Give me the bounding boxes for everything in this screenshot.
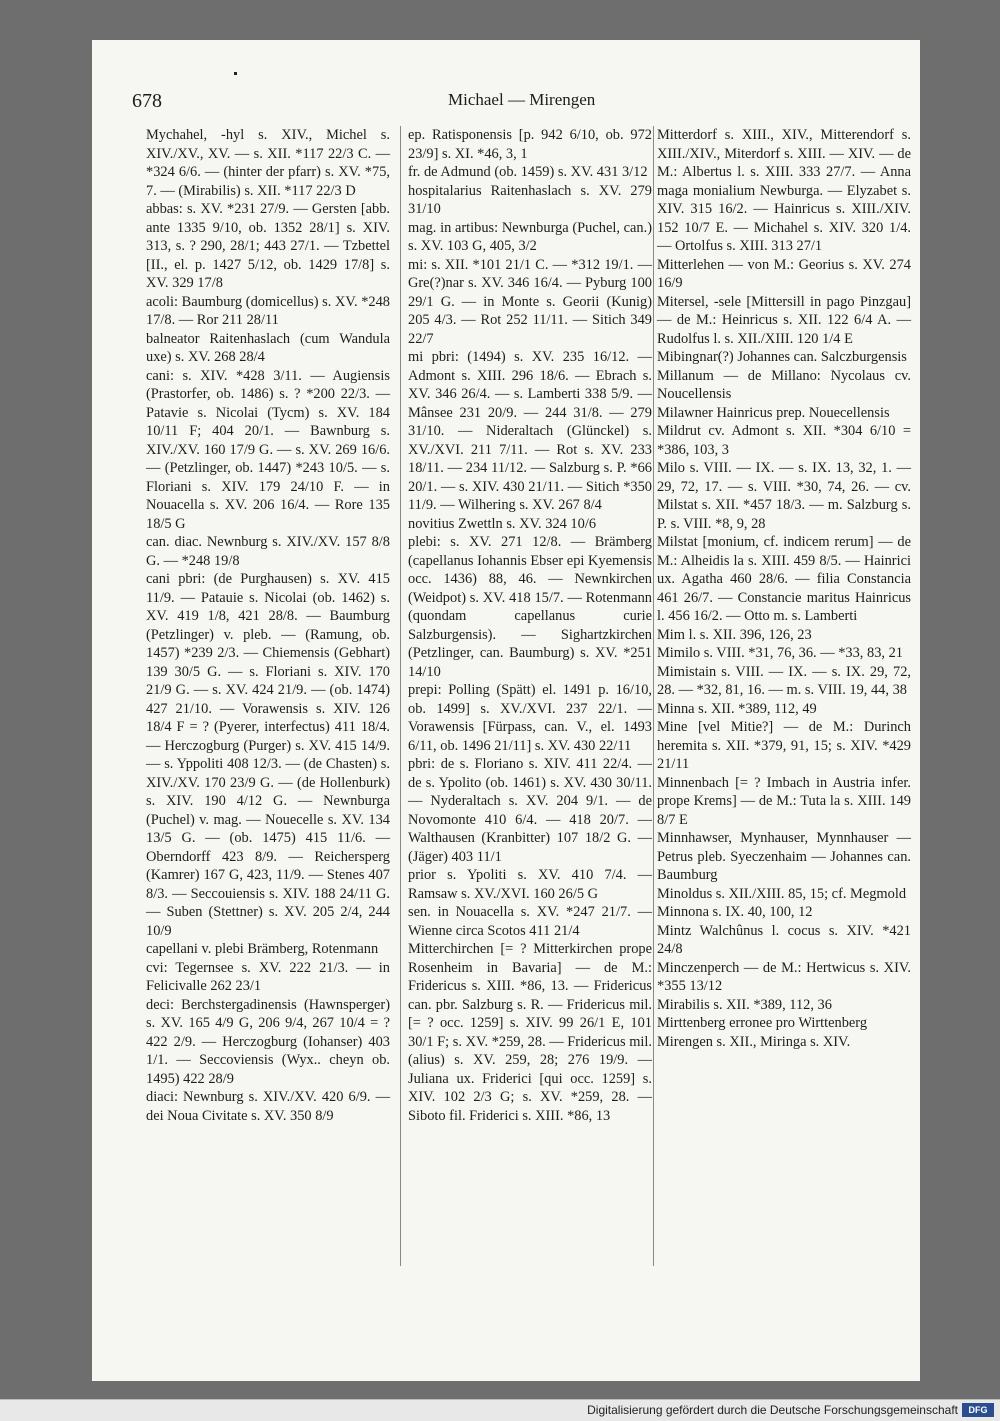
entry: Minnhawser, Mynhauser, Mynnhauser — Petrus pleb. Syeczenhaim — Johannes can. Baumburg	[657, 830, 911, 883]
entry: mag. in artibus: Newnburga (Puchel, can.) s. XV. 103 G, 405, 3/2	[408, 219, 652, 254]
entry: fr. de Admund (ob. 1459) s. XV. 431 3/12	[408, 164, 648, 180]
column-1	[146, 126, 390, 1125]
column-2	[408, 126, 652, 1125]
entry: cani: s. XIV. *428 3/11. — Augiensis (Prastorfer, ob. 1486) s. ? *200 22/3. — Patavie s. Nicolai (Tycm) s. XV. 184 10/11 F; 404 20/1. — Bawnburg s. XIV./XV. 160 17/9 G. — s. XV. 269 16/6. — (Petzlinger, ob. 1447) *243 10/5. — s. Floriani s. XIV. 179 24/10 F. — in Nouacella s. XV. 206 16/4. — Rore 135 18/5 G	[146, 367, 390, 532]
entry: Minczenperch — de M.: Hertwicus s. XIV. *355 13/12	[657, 959, 911, 994]
entry: Mintz Walchûnus l. cocus s. XIV. *421 24/8	[657, 922, 911, 957]
entry: Mibingnar(?) Johannes can. Salczburgensis	[657, 349, 907, 365]
entry: Mimistain s. VIII. — IX. — s. IX. 29, 72, 28. — *32, 81, 16. — m. s. VIII. 19, 44, 38	[657, 663, 911, 698]
footer-bar	[0, 1399, 1000, 1421]
entry: Mildrut cv. Admont s. XII. *304 6/10 = *386, 103, 3	[657, 423, 911, 458]
entry: Mirabilis s. XII. *389, 112, 36	[657, 996, 832, 1013]
column-3	[657, 126, 911, 1051]
entry: can. diac. Newnburg s. XIV./XV. 157 8/8 G. — *248 19/8	[146, 534, 390, 569]
entry: Mirttenberg erronee pro Wirttenberg	[657, 1015, 868, 1031]
entry: Milawner Hainricus prep. Nouecellensis	[657, 404, 890, 421]
entry: Milstat [monium, cf. indicem rerum] — de M.: Alheidis la s. XIII. 459 8/5. — Hainrici ux. Agatha 460 28/6. — filia Constancia 461 26/7. — Constancie maritus Hainricus l. 456 16/2. — Otto m. s. Lamberti	[657, 534, 911, 624]
entry: ep. Ratisponensis [p. 942 6/10, ob. 972 23/9] s. XI. *46, 3, 1	[408, 127, 652, 162]
entry: Minnenbach [= ? Imbach in Austria infer. prope Krems] — de M.: Tuta la s. XIII. 149 8/7 E	[657, 774, 911, 828]
entry: Mirengen s. XII., Miringa s. XIV.	[657, 1033, 851, 1050]
entry: cani pbri: (de Purghausen) s. XV. 415 11/9. — Patauie s. Nicolai (ob. 1462) s. XV. 419 1/8, 421 28/8. — Baumburg (Petzlinger) v. pleb. — (Ramung, ob. 1457) *239 2/3. — Chiemensis (Gebhart) 139 30/5 G. — s. Floriani s. XIV. 170 21/9 G. — s. XV. 424 21/9. — (ob. 1474) 427 21/10. — Vorawensis s. XIV. 126 18/4 F = ? (Pyerer, interfectus) 411 18/4. — Herczogburg (Purger) s. XV. 415 14/9. — s. Yppoliti 408 12/3. — (de Chasten) s. XIV./XV. 170 23/9 G. — (de Hollenburk) s. XIV. 190 4/12 G. — Newnburga (Puchel) v. mag. — Nouecelle s. XV. 134 13/5 G. — (ob. 1475) 415 11/6. — Oberndorff 423 8/9. — Reichersperg (Kamrer) 167 G, 423, 11/9. — Stenes 407 8/3. — Seccouiensis s. XIV. 188 24/11 G. — Suben (Stettner) s. XV. 205 2/4, 244 10/9	[146, 571, 390, 939]
page-mark	[234, 72, 237, 75]
entry: Mychahel, -hyl s. XIV., Michel s. XIV./XV., XV. — s. XII. *117 22/3 C. — *324 6/6. — (hinter der pfarr) s. XV. *75, 7. — (Mirabilis) s. XII. *117 22/3 D	[146, 127, 390, 199]
entry: cvi: Tegernsee s. XV. 222 21/3. — in Felicivalle 262 23/1	[146, 959, 390, 994]
entry: sen. in Nouacella s. XV. *247 21/7. — Wienne circa Scotos 411 21/4	[408, 904, 652, 939]
entry: diaci: Newnburg s. XIV./XV. 420 6/9. — dei Noua Civitate s. XV. 350 8/9	[146, 1089, 390, 1124]
entry: balneator Raitenhaslach (cum Wandula uxe) s. XV. 268 28/4	[146, 330, 390, 365]
entry: Mitersel, -sele [Mittersill in pago Pinzgau] — de M.: Heinricus s. XII. 122 6/4 A. — Rudolfus l. s. XII./XIII. 120 1/4 E	[657, 293, 911, 347]
entry: Mim l. s. XII. 396, 126, 23	[657, 626, 812, 643]
entry: deci: Berchstergadinensis (Hawnsperger) s. XV. 165 4/9 G, 206 9/4, 267 10/4 = ? 422 2/9. — Herczogburg (Iohanser) 403 1/1. — Seccoviensis (Wyx.. cheyn ob. 1495) 422 28/9	[146, 996, 390, 1087]
entry: abbas: s. XV. *231 27/9. — Gersten [abb. ante 1335 9/10, ob. 1352 28/1] s. XIV. 313, s. ? 290, 28/1; 443 27/1. — Tzbettel [II., el. p. 1427 5/12, ob. 1429 17/8] s. XV. 329 17/8	[146, 201, 390, 291]
funding-notice: Digitalisierung gefördert durch die Deutsche Forschungsgemeinschaft	[587, 1403, 958, 1417]
entry: plebi: s. XV. 271 12/8. — Brämberg (capellanus Iohannis Ebser epi Kyemensis occ. 1436) 88, 46. — Newnkirchen (Weidpot) s. XV. 418 15/7. — Rotenmann (quondam capellanus curie Salzburgensis). — Sighartzkirchen (Petzlinger, can. Baumburg) s. XV. *251 14/10	[408, 534, 652, 680]
entry: Mitterlehen — von M.: Georius s. XV. 274 16/9	[657, 256, 911, 291]
entry: mi pbri: (1494) s. XV. 235 16/12. — Admont s. XIII. 296 18/6. — Ebrach s. XV. 346 26/4. — s. Lamberti 338 5/9. — Mânsee 231 20/9. — 244 31/8. — 279 31/10. — Nideraltach (Glünckel) s. XV./XVI. 211 7/11. — Rot s. XV. 233 18/11. — 234 11/12. — Salzburg s. P. *66 20/1. — s. XIV. 430 21/11. — Sitich *350 11/9. — Wilhering s. XV. 267 8/4	[408, 349, 652, 513]
entry: capellani v. plebi Brämberg, Rotenmann	[146, 941, 379, 957]
entry: prepi: Polling (Spätt) el. 1491 p. 16/10, ob. 1499] s. XV./XVI. 237 22/1. — Vorawensis [Fürpass, can. V., el. 1493 6/11, ob. 1496 21/11] s. XV. 430 22/11	[408, 682, 652, 754]
entry: Milo s. VIII. — IX. — s. IX. 13, 32, 1. — 29, 72, 17. — s. VIII. *30, 74, 26. — cv. Milstat s. XII. *457 18/3. — m. Salzburg s. P. s. VIII. *8, 9, 28	[657, 460, 911, 532]
dfg-logo-icon: DFG	[962, 1403, 994, 1417]
entry: Minnona s. IX. 40, 100, 12	[657, 904, 813, 920]
entry: Minna s. XII. *389, 112, 49	[657, 700, 817, 717]
entry: Minoldus s. XII./XIII. 85, 15; cf. Megmold	[657, 885, 907, 902]
running-head: Michael — Mirengen	[448, 90, 596, 109]
page-number: 678	[132, 90, 162, 112]
entry: novitius Zwettln s. XV. 324 10/6	[408, 515, 597, 532]
entry: Mine [vel Mitie?] — de M.: Durinch heremita s. XII. *379, 91, 15; s. XIV. *429 21/11	[657, 719, 911, 772]
entry: acoli: Baumburg (domicellus) s. XV. *248 17/8. — Ror 211 28/11	[146, 293, 390, 328]
entry: Millanum — de Millano: Nycolaus cv. Noucellensis	[657, 367, 911, 402]
entry: Mitterchirchen [= ? Mitterkirchen prope Rosenheim in Bavaria] — de M.: Fridericus s. XIII. *86, 13. — Fridericus can. pbr. Salzburg s. R. — Fridericus mil. [= ? occ. 1259] s. XIV. 99 26/1 E, 101 30/1 F; s. XV. *259, 28. — Fridericus mil. (alius) s. XV. 259, 28; 276 19/9. — Juliana ux. Friderici [qui occ. 1259] s. XIV. 102 2/3 G; s. XV. *259, 28. — Siboto fil. Friderici s. XIII. *86, 13	[408, 941, 652, 1124]
entry: pbri: de s. Floriano s. XIV. 411 22/4. — de s. Ypolito (ob. 1461) s. XV. 430 30/11. — Nyderaltach s. XV. 204 9/1. — de Novomonte 410 6/4. — 418 20/7. — Walthausen (Kranbitter) 107 18/2 G. — (Jäger) 403 11/1	[408, 756, 652, 865]
column-divider	[653, 126, 654, 1266]
entry: hospitalarius Raitenhaslach s. XV. 279 31/10	[408, 182, 652, 217]
column-divider	[400, 126, 401, 1266]
entry: Mitterdorf s. XIII., XIV., Mitterendorf s. XIII./XIV., Miterdorf s. XIII. — XIV. — de M.: Albertus l. s. XIII. 333 27/7. — Anna maga monialium Newburga. — Elyzabet s. XIV. 315 16/2. — Hainricus s. XIII./XIV. 152 10/7 E. — Michahel s. XIV. 320 1/4. — Ortolfus s. XIII. 313 27/1	[657, 127, 911, 254]
entry: Mimilo s. VIII. *31, 76, 36. — *33, 83, 21	[657, 645, 903, 661]
entry: mi: s. XII. *101 21/1 C. — *312 19/1. — Gre(?)nar s. XV. 346 16/4. — Pyburg 100 29/1 G. — in Monte s. Georii (Kunig) 205 4/3. — Rot 252 11/11. — Sitich 349 22/7	[408, 256, 652, 347]
entry: prior s. Ypoliti s. XV. 410 7/4. — Ramsaw s. XV./XVI. 160 26/5 G	[408, 867, 652, 902]
